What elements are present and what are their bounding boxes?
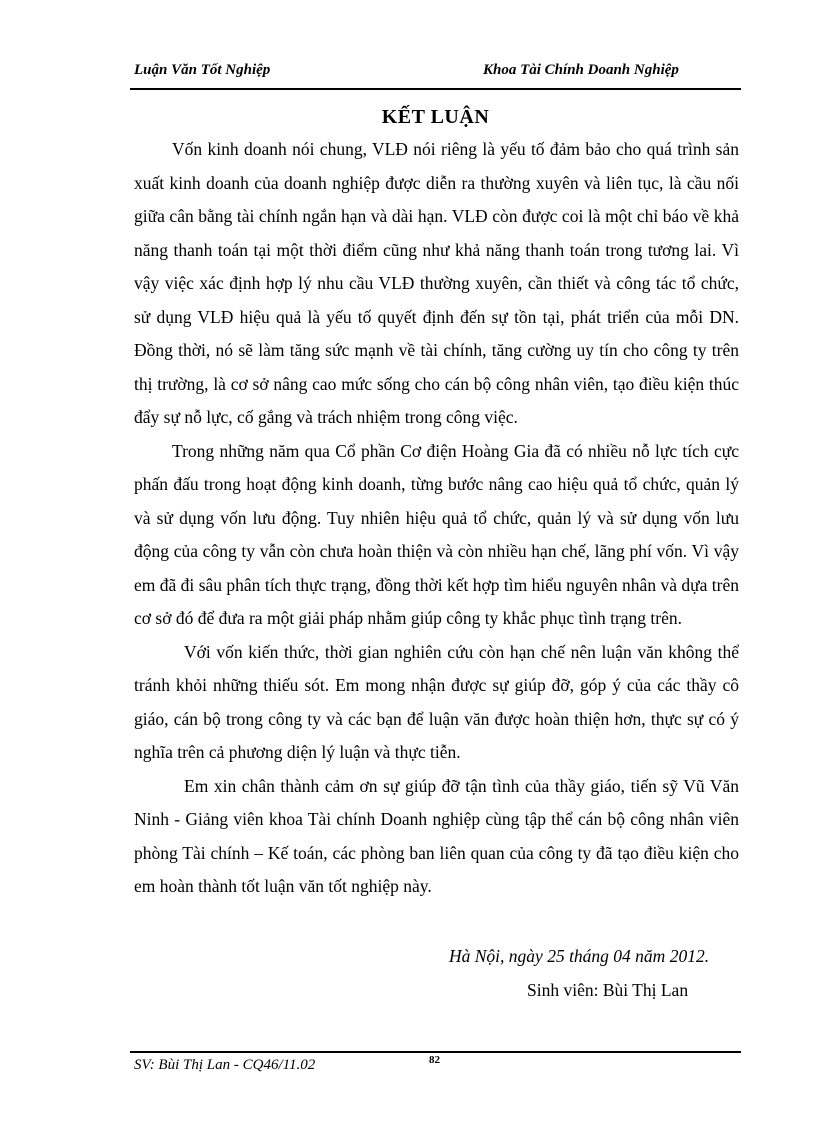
header-divider bbox=[130, 88, 741, 90]
page-title: KẾT LUẬN bbox=[381, 106, 490, 128]
paragraph: Vốn kinh doanh nói chung, VLĐ nói riêng là yếu tố đảm bảo cho quá trình sản xuất kinh doanh của doanh nghiệp được diễn ra thường xuyên và liên tục, là cầu nối giữa cân bằng tài chính ngắn hạn và dài hạn. VLĐ còn được coi là một chỉ báo về khả năng thanh toán tại một thời điểm cũng như khả năng thanh toán trong tương lai. Vì vậy việc xác định hợp lý nhu cầu VLĐ thường xuyên, cần thiết và công tác tổ chức, sử dụng VLĐ hiệu quả là yếu tố quyết định đến sự tồn tại, phát triển của mỗi DN. Đồng thời, nó sẽ làm tăng sức mạnh về tài chính, tăng cường uy tín cho công ty trên thị trường, là cơ sở nâng cao mức sống cho cán bộ công nhân viên, tạo điều kiện thúc đẩy sự nỗ lực, cố gắng và trách nhiệm trong công việc. bbox=[134, 139, 739, 427]
paragraph: Em xin chân thành cảm ơn sự giúp đỡ tận tình của thầy giáo, tiến sỹ Vũ Văn Ninh - Giảng viên khoa Tài chính Doanh nghiệp cùng tập thể cán bộ công nhân viên phòng Tài chính – Kế toán, các phòng ban liên quan của công ty đã tạo điều kiện cho em hoàn thành tốt luận văn tốt nghiệp này. bbox=[134, 775, 739, 896]
footer-divider bbox=[130, 1051, 741, 1053]
document-body bbox=[134, 133, 739, 904]
paragraph: Với vốn kiến thức, thời gian nghiên cứu còn hạn chế nên luận văn không thể tránh khỏi những thiếu sót. Em mong nhận được sự giúp đỡ, góp ý của các thầy cô giáo, cán bộ trong công ty và các bạn để luận văn được hoàn thiện hơn, thực sự có ý nghĩa trên cả phương diện lý luận và thực tiễn. bbox=[134, 641, 739, 762]
closing-signer: Sinh viên: Bùi Thị Lan bbox=[527, 980, 689, 1000]
footer-author: SV: Bùi Thị Lan - CQ46/11.02 bbox=[134, 1057, 316, 1073]
header-left: Luận Văn Tốt Nghiệp bbox=[134, 62, 271, 78]
paragraph: Trong những năm qua Cổ phần Cơ điện Hoàng Gia đã có nhiều nỗ lực tích cực phấn đấu trong hoạt động kinh doanh, từng bước nâng cao hiệu quả tổ chức, quản lý và sử dụng vốn lưu động. Tuy nhiên hiệu quả tổ chức, quản lý và sử dụng vốn lưu động của công ty vẫn còn chưa hoàn thiện và còn nhiều hạn chế, lãng phí vốn. Vì vậy em đã đi sâu phân tích thực trạng, đồng thời kết hợp tìm hiểu nguyên nhân và dựa trên cơ sở đó để đưa ra một giải pháp nhằm giúp công ty khắc phục tình trạng trên. bbox=[134, 440, 739, 628]
closing-date: Hà Nội, ngày 25 tháng 04 năm 2012. bbox=[449, 946, 710, 966]
page-number: 82 bbox=[429, 1054, 440, 1066]
header-right: Khoa Tài Chính Doanh Nghiệp bbox=[483, 62, 679, 78]
